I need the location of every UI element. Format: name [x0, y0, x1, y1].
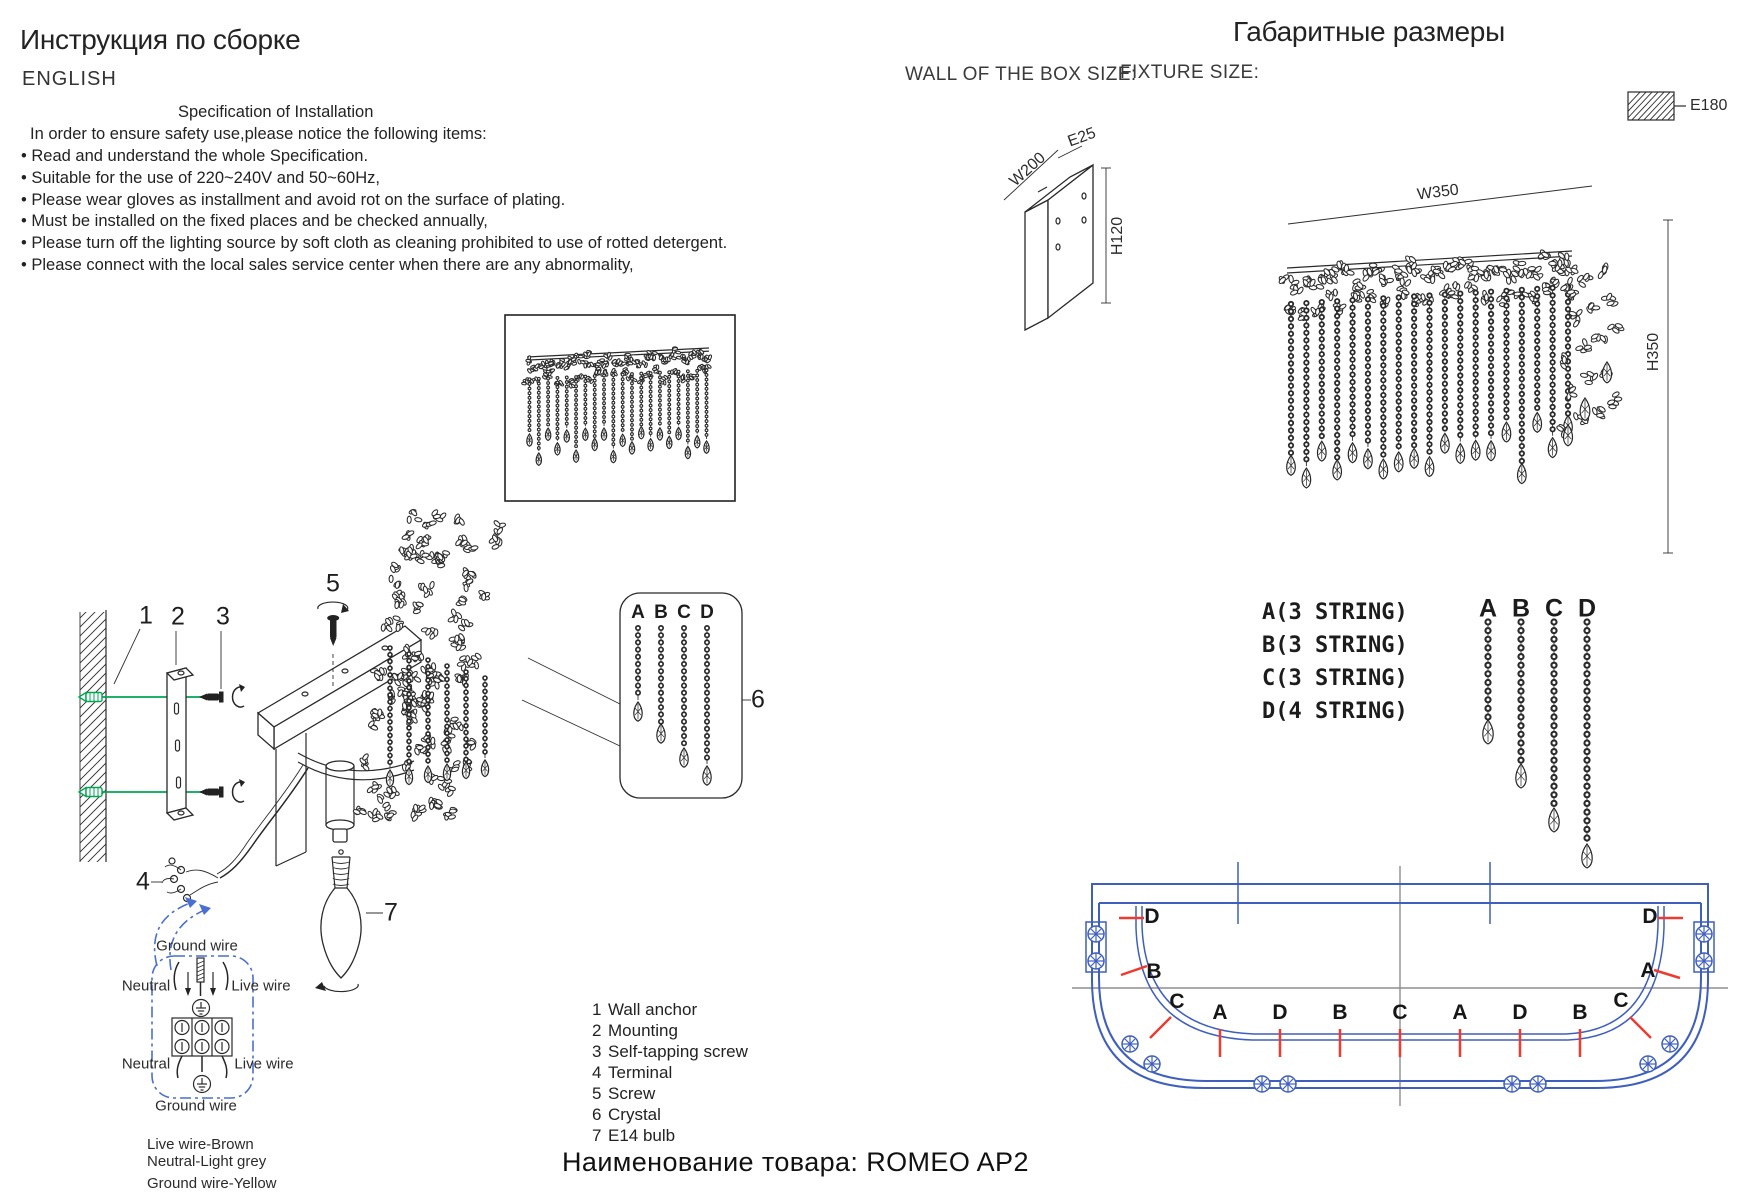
- plan-letter-bottom: C: [1392, 1001, 1408, 1024]
- fixture-depth-dim: E180: [1690, 97, 1728, 114]
- ground-wire-bottom-label: Ground wire: [155, 1097, 237, 1115]
- box-width-dim: W200: [1006, 149, 1049, 190]
- plan-letter-bottom: A: [1212, 1001, 1228, 1024]
- live-wire-top-label: Live wire: [231, 977, 291, 995]
- plan-letter-bottom: D: [1272, 1001, 1288, 1024]
- panel-letter-b: B: [654, 602, 668, 623]
- right-letter-a: A: [1478, 594, 1498, 623]
- assembly-drawing: [79, 509, 506, 1098]
- panel-letter-c: C: [677, 602, 691, 623]
- part-item: 2 Mounting: [592, 1021, 678, 1040]
- plan-letter-bottom: D: [1512, 1001, 1528, 1024]
- part-item: 6 Crystal: [592, 1105, 661, 1124]
- callout-7: 7: [384, 898, 398, 927]
- ground-wire-top-label: Ground wire: [156, 937, 238, 955]
- dimensions-title: Габаритные размеры: [1233, 16, 1505, 47]
- fixture-drawing: [1278, 186, 1673, 553]
- layout-plan-drawing: [1072, 862, 1728, 1106]
- fixture-width-dim: W350: [1416, 181, 1460, 204]
- callout-4: 4: [136, 867, 150, 896]
- neutral-top-label: Neutral: [121, 977, 171, 995]
- spec-bullet-list: [21, 146, 727, 277]
- string-count-a: A(3 STRING): [1262, 600, 1408, 625]
- spec-bullet: • Suitable for the use of 220~240V and 50~60Hz,: [21, 168, 727, 190]
- plan-letter-bottom: B: [1572, 1001, 1588, 1024]
- product-name: Наименование товара: ROMEO AP2: [562, 1147, 1029, 1177]
- plan-letter-side-left: B: [1146, 960, 1162, 983]
- language-label: ENGLISH: [22, 68, 117, 90]
- plan-letter-curve-right: C: [1613, 989, 1629, 1012]
- spec-heading: Specification of Installation: [178, 103, 374, 121]
- box-depth-dim: E25: [1065, 124, 1099, 151]
- right-letter-d: D: [1577, 594, 1597, 623]
- neutral-bottom-label: Neutral: [121, 1055, 171, 1073]
- plan-letter-curve-left: C: [1169, 990, 1185, 1013]
- spec-bullet: • Please wear gloves as installment and avoid rot on the surface of plating.: [21, 190, 727, 212]
- part-item: 7 E14 bulb: [592, 1126, 676, 1145]
- string-count-c: C(3 STRING): [1262, 666, 1408, 691]
- right-letter-b: B: [1511, 594, 1531, 623]
- neutral-color: Neutral-Light grey: [147, 1153, 267, 1170]
- ground-wire-color: Ground wire-Yellow: [147, 1175, 277, 1192]
- callout-3: 3: [216, 602, 230, 631]
- page-title: Инструкция по сборке: [20, 24, 301, 55]
- fixture-depth-swatch: [1612, 90, 1702, 122]
- spec-bullet: • Please connect with the local sales service center when there are any abnormality,: [21, 255, 727, 277]
- live-wire-color: Live wire-Brown: [147, 1136, 254, 1153]
- plan-letter-side-right: A: [1640, 959, 1656, 982]
- crystal-strings-right-drawing: [1483, 618, 1592, 868]
- plan-letter-top-right: D: [1642, 905, 1658, 928]
- plan-letter-bottom: A: [1452, 1001, 1468, 1024]
- part-item: 4 Terminal: [592, 1063, 673, 1082]
- plan-letter-top-left: D: [1144, 905, 1160, 928]
- fixture-size-label: FIXTURE SIZE:: [1120, 62, 1260, 83]
- spec-intro: In order to ensure safety use,please notice the following items:: [30, 125, 487, 143]
- spec-bullet: • Please turn off the lighting source by soft cloth as cleaning prohibited to use of rotted detergent.: [21, 233, 727, 255]
- parts-legend: [592, 999, 748, 1146]
- box-height-dim: H120: [1109, 216, 1126, 256]
- live-wire-bottom-label: Live wire: [234, 1055, 294, 1073]
- part-item: 5 Screw: [592, 1084, 656, 1103]
- callout-5: 5: [326, 569, 340, 598]
- callout-1: 1: [139, 601, 153, 630]
- right-letter-c: C: [1544, 594, 1564, 623]
- part-item: 3 Self-tapping screw: [592, 1042, 748, 1061]
- string-count-b: B(3 STRING): [1262, 633, 1408, 658]
- panel-letter-a: A: [631, 602, 645, 623]
- callout-2: 2: [171, 602, 185, 631]
- part-item: 1 Wall anchor: [592, 1000, 698, 1019]
- spec-bullet: • Read and understand the whole Specification.: [21, 146, 727, 168]
- panel-letter-d: D: [700, 602, 714, 623]
- callout-6: 6: [751, 685, 765, 714]
- fixture-height-dim: H350: [1645, 332, 1662, 372]
- plan-letter-bottom: B: [1332, 1001, 1348, 1024]
- spec-bullet: • Must be installed on the fixed places and be checked annually,: [21, 211, 727, 233]
- inset-fixture-drawing: [505, 315, 735, 501]
- wall-box-size-label: WALL OF THE BOX SIZE:: [905, 64, 1137, 85]
- string-count-d: D(4 STRING): [1262, 699, 1408, 724]
